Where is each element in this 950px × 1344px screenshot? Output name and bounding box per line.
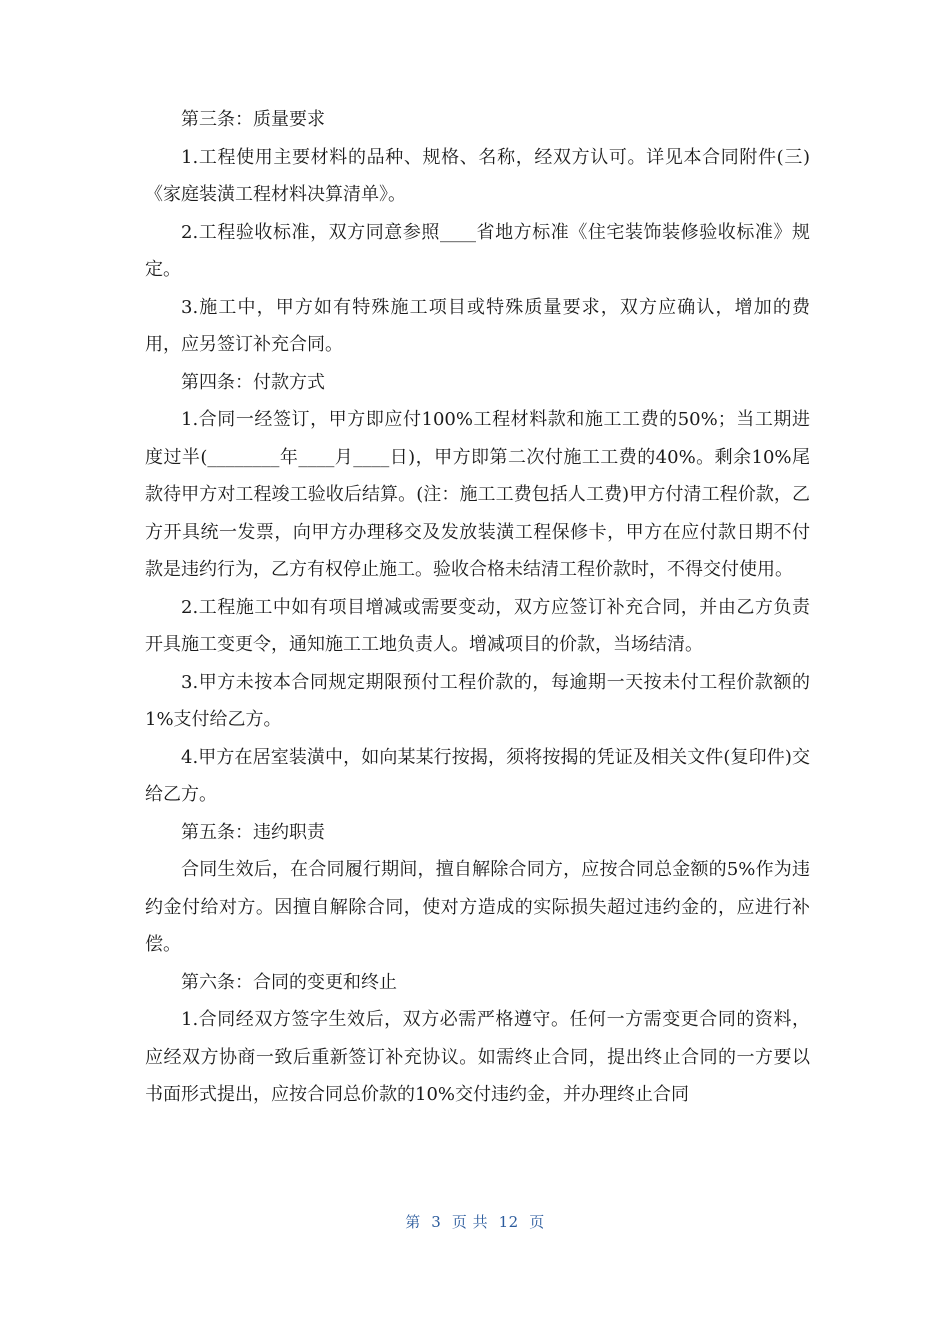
paragraph: 3.甲方未按本合同规定期限预付工程价款的，每逾期一天按未付工程价款额的1%支付给乙方。 (145, 671, 810, 730)
section-heading-3: 第三条：质量要求 (181, 109, 325, 130)
paragraph: 1.合同经双方签字生效后，双方必需严格遵守。任何一方需变更合同的资料，应经双方协商一致后重新签订补充协议。如需终止合同，提出终止合同的一方要以书面形式提出，应按合同总价款的10%交付违约金，并办理终止合同 (145, 1009, 810, 1105)
document-body (145, 101, 810, 1114)
paragraph: 2.工程施工中如有项目增减或需要变动，双方应签订补充合同，并由乙方负责开具施工变更令，通知施工工地负责人。增减项目的价款，当场结清。 (145, 596, 810, 655)
section-heading-4: 第四条：付款方式 (181, 371, 325, 393)
page-number-text: 第 3 页 共 12 页 (405, 1213, 545, 1231)
paragraph: 1.合同一经签订，甲方即应付100%工程材料款和施工工费的50%；当工期进度过半(________年____月____日)，甲方即第二次付施工工费的40%。剩余10%尾款待甲方对工程竣工验收后结算。(注：施工工费包括人工费)甲方付清工程价款，乙方开具统一发票，向甲方办理移交及发放装潢工程保修卡，甲方在应付款日期不付款是违约行为，乙方有权停止施工。验收合格未结清工程价款时，不得交付使用。 (145, 409, 810, 580)
paragraph: 3.施工中，甲方如有特殊施工项目或特殊质量要求，双方应确认，增加的费用，应另签订补充合同。 (145, 296, 810, 355)
paragraph: 2.工程验收标准，双方同意参照____省地方标准《住宅装饰装修验收标准》规定。 (145, 221, 810, 280)
paragraph: 1.工程使用主要材料的品种、规格、名称，经双方认可。详见本合同附件(三)《家庭装潢工程材料决算清单》。 (145, 146, 810, 205)
page-number-footer (0, 1211, 950, 1232)
section-heading-6: 第六条：合同的变更和终止 (181, 971, 397, 993)
section-heading-5: 第五条：违约职责 (181, 821, 325, 843)
paragraph: 4.甲方在居室装潢中，如向某某行按揭，须将按揭的凭证及相关文件(复印件)交给乙方。 (145, 746, 810, 805)
paragraph: 合同生效后，在合同履行期间，擅自解除合同方，应按合同总金额的5%作为违约金付给对方。因擅自解除合同，使对方造成的实际损失超过违约金的，应进行补偿。 (145, 859, 810, 955)
